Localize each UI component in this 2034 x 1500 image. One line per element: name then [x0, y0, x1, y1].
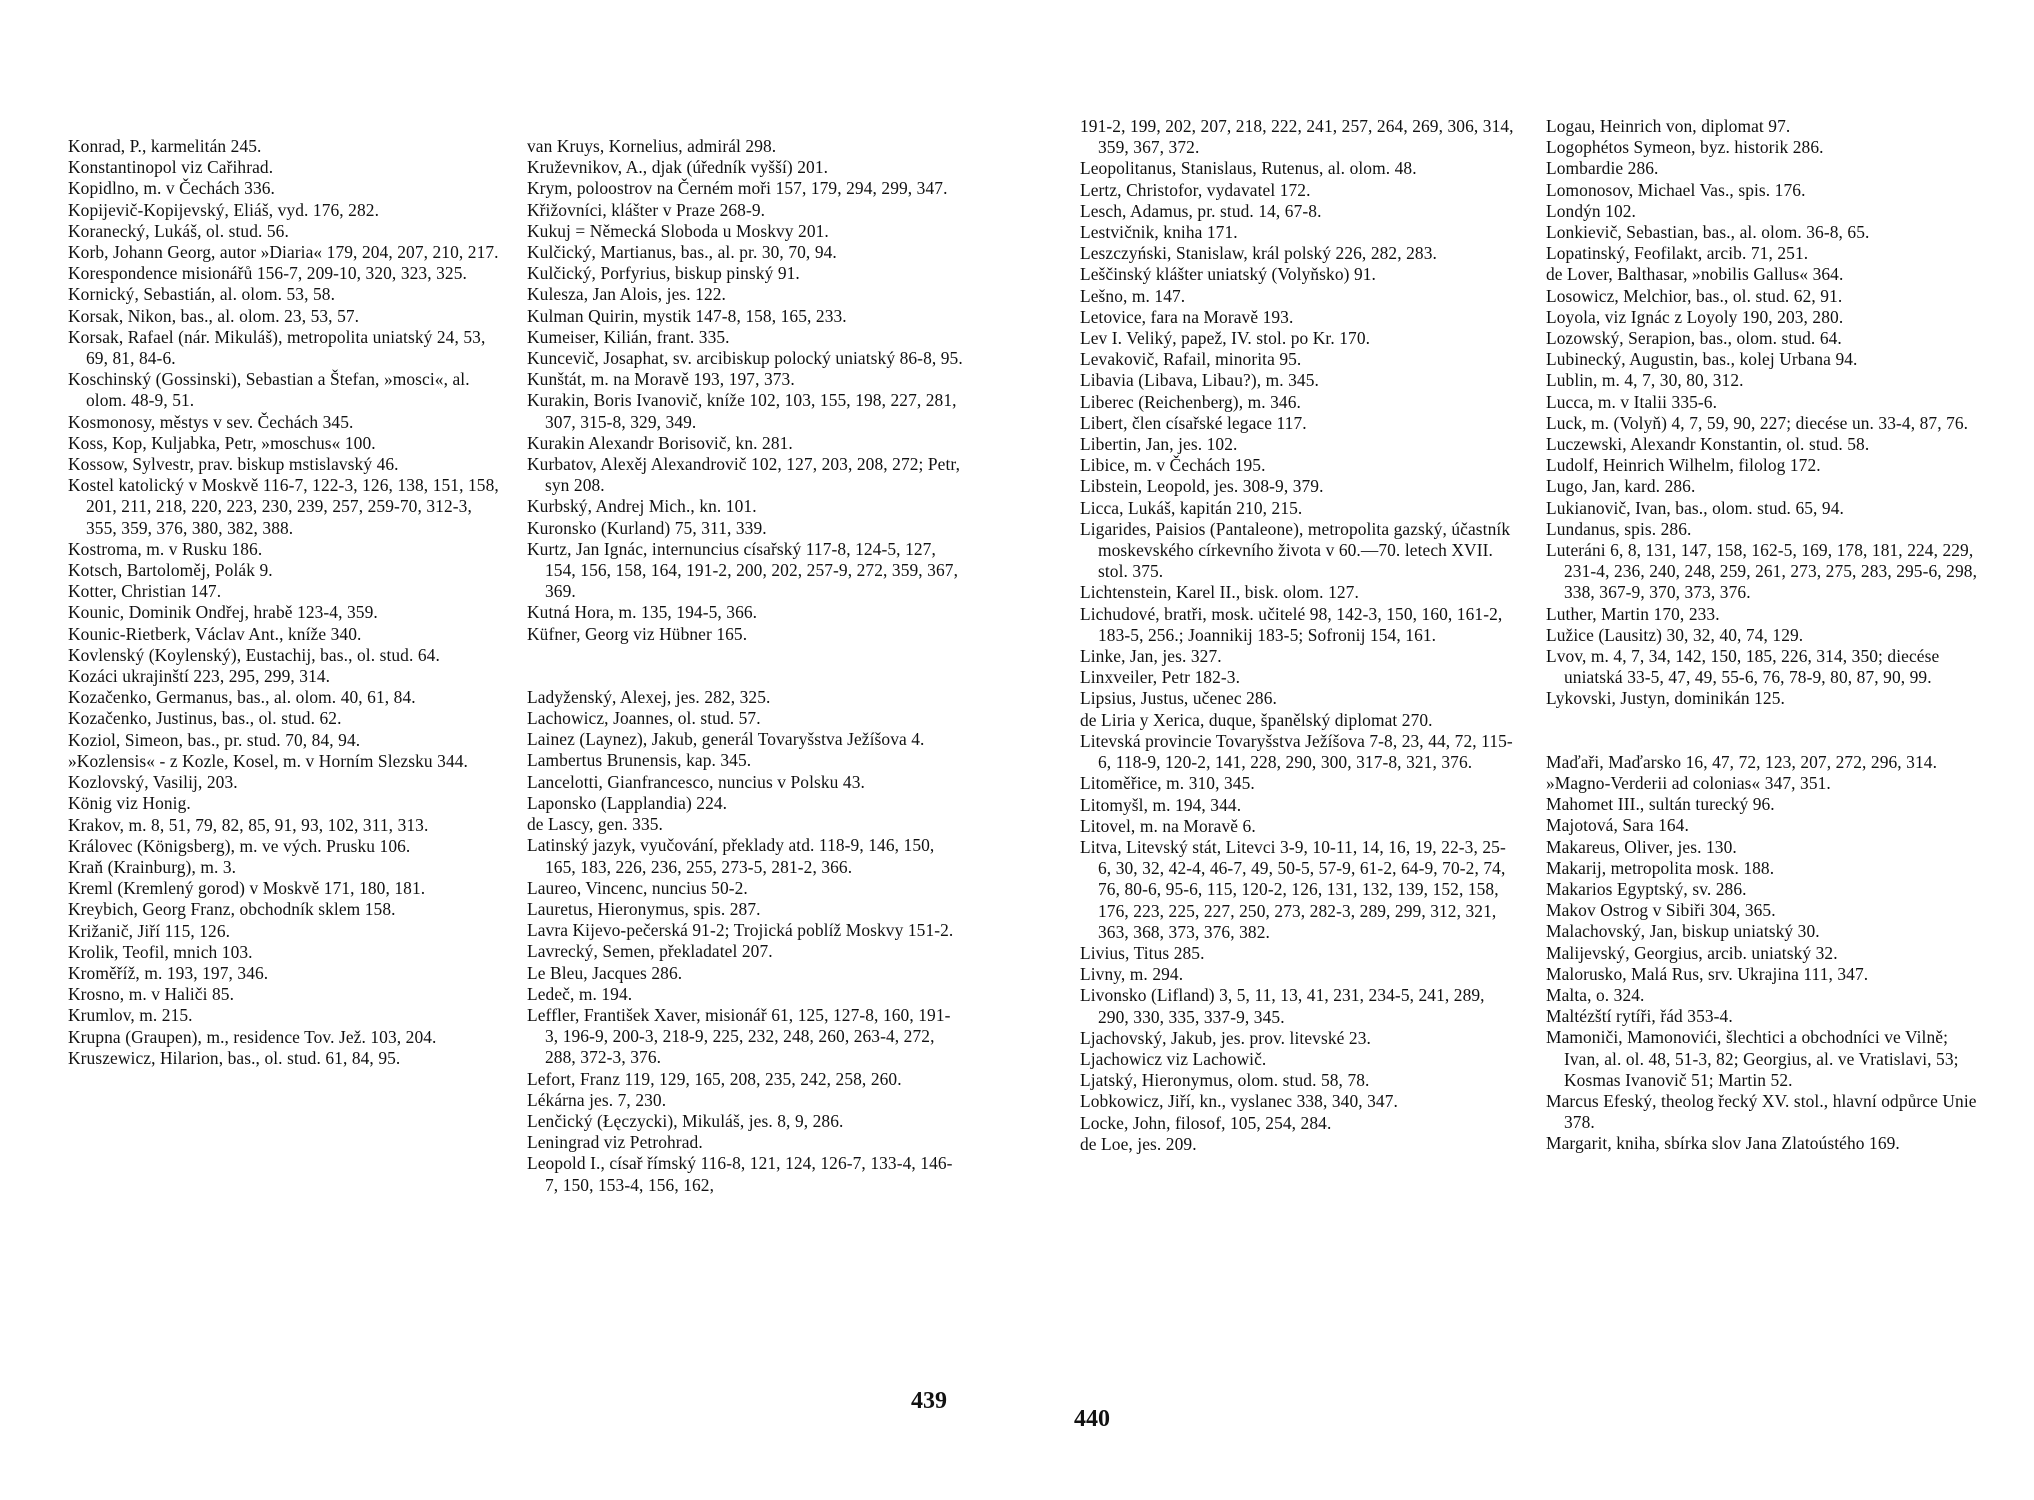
index-entry: Kotter, Christian 147.	[68, 581, 222, 602]
index-entry: Losowicz, Melchior, bas., ol. stud. 62, 91.	[1546, 285, 1843, 306]
index-entry: Litovel, m. na Moravě 6.	[1080, 815, 1256, 836]
index-entry: Lipsius, Justus, učenec 286.	[1080, 688, 1277, 709]
index-entry: Koranecký, Lukáš, ol. stud. 56.	[68, 220, 289, 241]
index-entry: Kounic-Rietberk, Václav Ant., kníže 340.	[68, 623, 362, 644]
index-entry: Kopijevič-Kopijevský, Eliáš, vyd. 176, 282.	[68, 199, 380, 220]
index-entry: Maďaři, Maďarsko 16, 47, 72, 123, 207, 272, 296, 314.	[1546, 751, 1938, 772]
index-entry: Lundanus, spis. 286.	[1546, 518, 1692, 539]
index-entry: Kozáci ukrajinští 223, 295, 299, 314.	[68, 666, 331, 687]
index-entry: Kosmonosy, městys v sev. Čechách 345.	[68, 411, 354, 432]
index-entry: Kreml (Kremlený gorod) v Moskvě 171, 180, 181.	[68, 878, 426, 899]
index-entry: Lékárna jes. 7, 230.	[527, 1089, 667, 1110]
index-entry: Küfner, Georg viz Hübner 165.	[527, 623, 748, 644]
index-entry: Loyola, viz Ignác z Loyoly 190, 203, 280.	[1546, 306, 1844, 327]
index-entry: Krupna (Graupen), m., residence Tov. Jež. 103, 204.	[68, 1026, 437, 1047]
index-entry: Lonkievič, Sebastian, bas., al. olom. 36-8, 65.	[1546, 222, 1870, 243]
index-column-4	[1546, 116, 1982, 1155]
index-entry: Kulman Quirin, mystik 147-8, 158, 165, 233.	[527, 305, 847, 326]
index-entry: Mamoniči, Mamonovići, šlechtici a obchodníci ve Vilně; Ivan, al. ol. 48, 51-3, 82; Georgius, al. ve Vratislavi, 53; Kosmas Ivanovič 51; Martin 52.	[1546, 1027, 1959, 1090]
index-entry: Lvov, m. 4, 7, 34, 142, 150, 185, 226, 314, 350; diecése uniatská 33-5, 47, 49, 55-6, 76, 78-9, 80, 87, 90, 99.	[1546, 646, 1940, 688]
index-column-2	[527, 136, 963, 1196]
index-entry: Krakov, m. 8, 51, 79, 82, 85, 91, 93, 102, 311, 313.	[68, 814, 429, 835]
index-entry: Livius, Titus 285.	[1080, 942, 1205, 963]
index-entry: Korsak, Rafael (nár. Mikuláš), metropolita uniatský 24, 53, 69, 81, 84-6.	[68, 326, 486, 369]
index-entry: Lozowský, Serapion, bas., olom. stud. 64.	[1546, 328, 1842, 349]
index-entry: Lavra Kijevo-pečerská 91-2; Trojická poblíž Moskvy 151-2.	[527, 920, 954, 941]
index-entry: Lenčický (Łęczycki), Mikuláš, jes. 8, 9, 286.	[527, 1110, 844, 1131]
index-entry: Libstein, Leopold, jes. 308-9, 379.	[1080, 476, 1324, 497]
index-entry: Kornický, Sebastián, al. olom. 53, 58.	[68, 284, 336, 305]
index-entry: Kurakin, Boris Ivanovič, kníže 102, 103, 155, 198, 227, 281, 307, 315-8, 329, 349.	[527, 390, 957, 432]
index-entry: Makareus, Oliver, jes. 130.	[1546, 836, 1737, 857]
index-entry: Kurbský, Andrej Mich., kn. 101.	[527, 496, 757, 517]
index-entry: Leščinský klášter uniatský (Volyňsko) 91.	[1080, 264, 1377, 285]
index-entry: Litomyšl, m. 194, 344.	[1080, 794, 1242, 815]
index-entry: Kopidlno, m. v Čechách 336.	[68, 178, 276, 199]
index-entry: Lukianovič, Ivan, bas., olom. stud. 65, 94.	[1546, 497, 1844, 518]
index-entry: Lambertus Brunensis, kap. 345.	[527, 750, 752, 771]
index-entry: Lachowicz, Joannes, ol. stud. 57.	[527, 708, 761, 729]
index-entry: Marcus Efeský, theolog řecký XV. stol., hlavní odpůrce Unie 378.	[1546, 1090, 1977, 1133]
index-entry: Kurtz, Jan Ignác, internuncius císařský 117-8, 124-5, 127, 154, 156, 158, 164, 191-2, 200, 202, 257-9, 272, 359, 367, 369.	[527, 538, 959, 602]
index-entry: Laureo, Vincenc, nuncius 50-2.	[527, 877, 748, 898]
index-entry: Makov Ostrog v Sibiři 304, 365.	[1546, 900, 1776, 921]
index-entry: Kossow, Sylvestr, prav. biskup mstislavský 46.	[68, 454, 399, 475]
index-entry: Litevská provincie Tovaryšstva Ježíšova 7-8, 23, 44, 72, 115-6, 118-9, 120-2, 141, 228, 290, 300, 317-8, 321, 376.	[1080, 730, 1513, 773]
index-entry: Lesch, Adamus, pr. stud. 14, 67-8.	[1080, 200, 1322, 221]
index-entry: Londýn 102.	[1546, 200, 1636, 221]
index-entry: Letovice, fara na Moravě 193.	[1080, 306, 1294, 327]
index-entry: Leopolitanus, Stanislaus, Rutenus, al. olom. 48.	[1080, 158, 1417, 179]
index-entry: Kuncevič, Josaphat, sv. arcibiskup polocký uniatský 86-8, 95.	[527, 348, 963, 369]
index-entry: Makarij, metropolita mosk. 188.	[1546, 857, 1775, 878]
index-entry: Lešno, m. 147.	[1080, 285, 1186, 306]
index-entry: Leszczyński, Stanislaw, král polský 226, 282, 283.	[1080, 243, 1437, 264]
index-entry: Ludolf, Heinrich Wilhelm, filolog 172.	[1546, 455, 1821, 476]
index-entry: Královec (Königsberg), m. ve vých. Prusku 106.	[68, 835, 411, 856]
index-column-3	[1080, 116, 1516, 1155]
index-entry: Lev I. Veliký, papež, IV. stol. po Kr. 170.	[1080, 328, 1371, 349]
index-column-1	[68, 136, 504, 1069]
index-entry: Linxveiler, Petr 182-3.	[1080, 667, 1241, 688]
index-entry: Lužice (Lausitz) 30, 32, 40, 74, 129.	[1546, 624, 1804, 645]
index-entry: Maltézští rytíři, řád 353-4.	[1546, 1006, 1733, 1027]
index-entry: Lopatinský, Feofilakt, arcib. 71, 251.	[1546, 243, 1809, 264]
index-entry: Libertin, Jan, jes. 102.	[1080, 434, 1238, 455]
section-break	[527, 645, 963, 687]
index-entry: Licca, Lukáš, kapitán 210, 215.	[1080, 497, 1303, 518]
index-entry: van Kruys, Kornelius, admirál 298.	[527, 136, 777, 156]
index-entry: de Liria y Xerica, duque, španělský diplomat 270.	[1080, 709, 1433, 730]
index-entry: Laponsko (Lapplandia) 224.	[527, 792, 728, 813]
index-entry: Kunštát, m. na Moravě 193, 197, 373.	[527, 369, 795, 390]
index-entry: Lykovski, Justyn, dominikán 125.	[1546, 688, 1785, 709]
index-entry: Linke, Jan, jes. 327.	[1080, 646, 1222, 667]
index-entry: Kreybich, Georg Franz, obchodník sklem 158.	[68, 899, 396, 920]
index-entry: Kraň (Krainburg), m. 3.	[68, 856, 237, 877]
index-entry: »Kozlensis« - z Kozle, Kosel, m. v Horním Slezsku 344.	[68, 750, 469, 771]
index-entry: Lomonosov, Michael Vas., spis. 176.	[1546, 179, 1806, 200]
index-entry: Lichtenstein, Karel II., bisk. olom. 127.	[1080, 582, 1359, 603]
index-entry: Kumeiser, Kilián, frant. 335.	[527, 326, 730, 347]
index-entry: Makarios Egyptský, sv. 286.	[1546, 878, 1747, 899]
index-entry: Luther, Martin 170, 233.	[1546, 603, 1720, 624]
index-entry: Kulesza, Jan Alois, jes. 122.	[527, 284, 727, 305]
index-entry: Lauretus, Hieronymus, spis. 287.	[527, 898, 761, 919]
index-entry: de Lascy, gen. 335.	[527, 814, 663, 835]
index-entry: Ligarides, Paisios (Pantaleone), metropolita gazský, účastník moskevského církevního života v 60.—70. letech XVII. stol. 375.	[1080, 518, 1511, 582]
index-entry: Malijevský, Georgius, arcib. uniatský 32.	[1546, 942, 1838, 963]
index-entry: Kukuj = Německá Sloboda u Moskvy 201.	[527, 220, 829, 241]
index-entry: Krumlov, m. 215.	[68, 1005, 193, 1026]
index-entry: Le Bleu, Jacques 286.	[527, 962, 683, 983]
index-entry: Koss, Kop, Kuljabka, Petr, »moschus« 100.	[68, 432, 376, 453]
index-entry: Kuronsko (Kurland) 75, 311, 339.	[527, 517, 767, 538]
index-entry: König viz Honig.	[68, 793, 191, 814]
index-entry: Leningrad viz Petrohrad.	[527, 1132, 703, 1153]
index-entry: Litva, Litevský stát, Litevci 3-9, 10-11, 14, 16, 19, 22-3, 25-6, 30, 32, 42-4, 46-7, 49, 50-5, 57-9, 61-2, 64-9, 70-2, 74, 76, 80-6, 95-6, 115, 120-2, 126, 131, 132, 139, 152, 158, 176, 223, 225, 227, 250, 273, 282-3, 289, 299, 312, 321, 363, 368, 373, 376, 382.	[1080, 836, 1506, 942]
index-entry: Koziol, Simeon, bas., pr. stud. 70, 84, 94.	[68, 729, 361, 750]
index-entry: Korsak, Nikon, bas., al. olom. 23, 53, 57.	[68, 305, 360, 326]
index-entry: Kutná Hora, m. 135, 194-5, 366.	[527, 602, 758, 623]
index-entry: Libavia (Libava, Libau?), m. 345.	[1080, 370, 1319, 391]
page-number-left: 439	[911, 1388, 947, 1414]
index-entry: Kounic, Dominik Ondřej, hrabě 123-4, 359.	[68, 602, 378, 623]
index-entry: Křižovníci, klášter v Praze 268-9.	[527, 199, 766, 220]
index-entry: Križanič, Jiří 115, 126.	[68, 920, 231, 941]
index-entry: Korespondence misionářů 156-7, 209-10, 320, 323, 325.	[68, 263, 467, 284]
index-entry: Lefort, Franz 119, 129, 165, 208, 235, 242, 258, 260.	[527, 1068, 902, 1089]
index-entry: Kurakin Alexandr Borisovič, kn. 281.	[527, 432, 793, 453]
index-entry: Liberec (Reichenberg), m. 346.	[1080, 391, 1301, 412]
index-entry: Kozačenko, Justinus, bas., ol. stud. 62.	[68, 708, 342, 729]
index-entry: Malorusko, Malá Rus, srv. Ukrajina 111, 347.	[1546, 963, 1869, 984]
index-entry: Kozlovský, Vasilij, 203.	[68, 772, 238, 793]
index-entry: Lichudové, bratři, mosk. učitelé 98, 142-3, 150, 160, 161-2, 183-5, 256.; Joannikij 183-5; Sofronij 154, 161.	[1080, 603, 1503, 645]
index-entry: Malachovský, Jan, biskup uniatský 30.	[1546, 921, 1820, 942]
index-entry: Kotsch, Bartoloměj, Polák 9.	[68, 560, 273, 581]
index-entry: Konstantinopol viz Cařihrad.	[68, 157, 274, 178]
index-entry: Leffler, František Xaver, misionář 61, 125, 127-8, 160, 191-3, 196-9, 200-3, 218-9, 225, 232, 248, 260, 263-4, 272, 288, 372-3, 376.	[527, 1004, 951, 1068]
index-entry: Livonsko (Lifland) 3, 5, 11, 13, 41, 231, 234-5, 241, 289, 290, 330, 335, 337-9, 345.	[1080, 985, 1485, 1027]
index-entry: Levakovič, Rafail, minorita 95.	[1080, 349, 1302, 370]
index-entry: Kozačenko, Germanus, bas., al. olom. 40, 61, 84.	[68, 687, 416, 708]
index-entry: Latinský jazyk, vyučování, překlady atd. 118-9, 146, 150, 165, 183, 226, 236, 255, 273-5, 281-2, 366.	[527, 835, 935, 877]
index-entry: Libice, m. v Čechách 195.	[1080, 455, 1266, 476]
index-entry: Kulčický, Porfyrius, biskup pinský 91.	[527, 263, 800, 284]
index-entry: Kruszewicz, Hilarion, bas., ol. stud. 61, 84, 95.	[68, 1047, 401, 1068]
index-entry: Ljachowicz viz Lachowič.	[1080, 1048, 1267, 1069]
index-entry: Kostel katolický v Moskvě 116-7, 122-3, 126, 138, 151, 158, 201, 211, 218, 220, 223, 230, 239, 257, 259-70, 312-3, 355, 359, 376, 380, 382, 388.	[68, 475, 499, 538]
index-entry: Lugo, Jan, kard. 286.	[1546, 476, 1696, 497]
index-entry: Lertz, Christofor, vydavatel 172.	[1080, 179, 1311, 200]
index-entry: Kovlenský (Koylenský), Eustachij, bas., ol. stud. 64.	[68, 644, 440, 665]
section-break	[1546, 710, 1982, 752]
index-entry: Lancelotti, Gianfrancesco, nuncius v Polsku 43.	[527, 771, 865, 792]
index-entry: Leopold I., císař římský 116-8, 121, 124, 126-7, 133-4, 146-7, 150, 153-4, 156, 162,	[527, 1153, 953, 1195]
index-entry: Koschinský (Gossinski), Sebastian a Štefan, »mosci«, al. olom. 48-9, 51.	[68, 369, 470, 411]
index-entry: Lombardie 286.	[1546, 158, 1659, 179]
index-entry: Ljachovský, Jakub, jes. prov. litevské 23.	[1080, 1027, 1371, 1048]
index-entry: Mahomet III., sultán turecký 96.	[1546, 794, 1775, 815]
index-entry: Luck, m. (Volyň) 4, 7, 59, 90, 227; diecése un. 33-4, 87, 76.	[1546, 412, 1969, 433]
index-entry: Lobkowicz, Jiří, kn., vyslanec 338, 340, 347.	[1080, 1091, 1398, 1112]
page-number-right: 440	[1074, 1406, 1110, 1432]
index-entry: Litoměřice, m. 310, 345.	[1080, 773, 1255, 794]
index-entry: Kruževnikov, A., djak (úředník vyšší) 201.	[527, 157, 829, 178]
index-entry: Lucca, m. v Italii 335-6.	[1546, 391, 1718, 412]
index-entry: Logophétos Symeon, byz. historik 286.	[1546, 137, 1824, 158]
index-entry: »Magno-Verderii ad colonias« 347, 351.	[1546, 772, 1831, 793]
index-entry: Lestvičnik, kniha 171.	[1080, 222, 1238, 243]
index-entry: Kostroma, m. v Rusku 186.	[68, 538, 263, 559]
index-entry: Kroměříž, m. 193, 197, 346.	[68, 962, 269, 983]
index-entry: Kurbatov, Alexěj Alexandrovič 102, 127, 203, 208, 272; Petr, syn 208.	[527, 454, 961, 496]
index-entry: Luteráni 6, 8, 131, 147, 158, 162-5, 169, 178, 181, 224, 229, 231-4, 236, 240, 248, 259, 261, 273, 275, 283, 295-6, 298, 338, 367-9, 370, 373, 376.	[1546, 540, 1978, 603]
index-entry: Logau, Heinrich von, diplomat 97.	[1546, 116, 1791, 136]
index-entry: de Loe, jes. 209.	[1080, 1133, 1197, 1154]
index-entry: Lubinecký, Augustin, bas., kolej Urbana 94.	[1546, 349, 1858, 370]
index-entry: Krym, poloostrov na Černém moři 157, 179, 294, 299, 347.	[527, 178, 948, 199]
index-entry: Lavrecký, Semen, překladatel 207.	[527, 941, 773, 962]
index-entry: Libert, člen císařské legace 117.	[1080, 412, 1307, 433]
index-entry: Malta, o. 324.	[1546, 984, 1645, 1005]
index-entry: Ledeč, m. 194.	[527, 983, 633, 1004]
index-entry: Livny, m. 294.	[1080, 964, 1184, 985]
index-entry: Lublin, m. 4, 7, 30, 80, 312.	[1546, 370, 1744, 391]
index-entry: Krosno, m. v Haliči 85.	[68, 984, 235, 1005]
index-entry: de Lover, Balthasar, »nobilis Gallus« 364.	[1546, 264, 1844, 285]
index-entry: Kulčický, Martianus, bas., al. pr. 30, 70, 94.	[527, 242, 837, 263]
index-entry: Lainez (Laynez), Jakub, generál Tovaryšstva Ježíšova 4.	[527, 729, 925, 750]
index-entry: Majotová, Sara 164.	[1546, 815, 1689, 836]
index-entry: Ljatský, Hieronymus, olom. stud. 58, 78.	[1080, 1070, 1370, 1091]
index-entry: Luczewski, Alexandr Konstantin, ol. stud. 58.	[1546, 434, 1870, 455]
index-entry: Margarit, kniha, sbírka slov Jana Zlatoústého 169.	[1546, 1133, 1900, 1154]
index-entry: Locke, John, filosof, 105, 254, 284.	[1080, 1112, 1332, 1133]
index-entry: Ladyženský, Alexej, jes. 282, 325.	[527, 686, 771, 707]
index-entry: Konrad, P., karmelitán 245.	[68, 136, 262, 156]
index-entry: Krolik, Teofil, mnich 103.	[68, 941, 253, 962]
index-entry: Korb, Johann Georg, autor »Diaria« 179, 204, 207, 210, 217.	[68, 242, 499, 263]
index-entry: 191-2, 199, 202, 207, 218, 222, 241, 257, 264, 269, 306, 314, 359, 367, 372.	[1080, 116, 1514, 158]
